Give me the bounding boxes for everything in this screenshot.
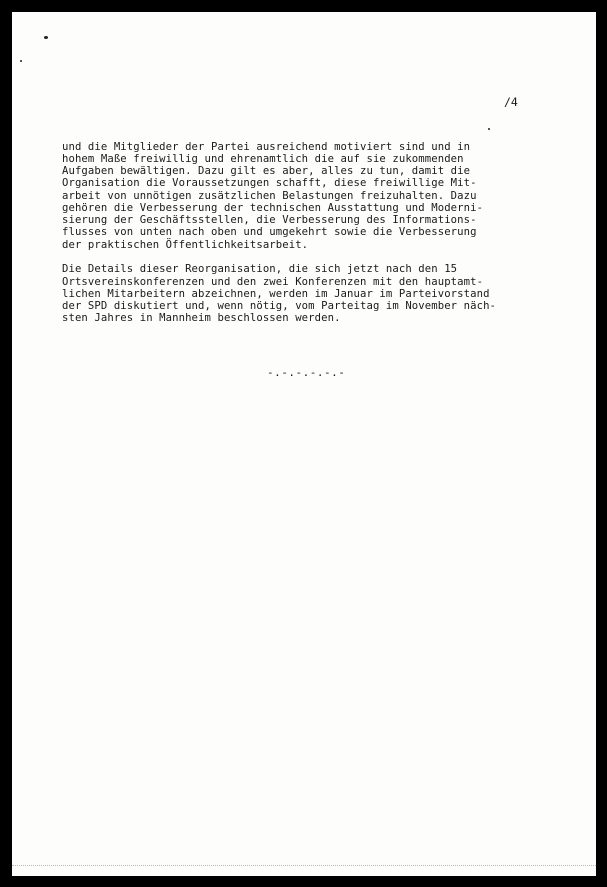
scan-edge — [12, 864, 596, 866]
text-line: gehören die Verbesserung der technischen Ausstattung und Moderni- — [62, 202, 484, 214]
text-line: arbeit von unnötigen zusätzlichen Belastungen freizuhalten. Dazu — [62, 190, 477, 202]
text-line: Ortsvereinskonferenzen und den zwei Konferenzen mit den hauptamt- — [62, 276, 484, 288]
text-line: lichen Mitarbeitern abzeichnen, werden im Januar im Parteivorstand — [62, 288, 490, 300]
section-divider: -.-.-.-.-.- — [267, 366, 346, 379]
text-line: sten Jahres in Mannheim beschlossen werden. — [62, 312, 341, 324]
scan-speck — [20, 60, 22, 62]
text-line: der SPD diskutiert und, wenn nötig, vom Parteitag im November näch- — [62, 300, 497, 312]
text-line: Organisation die Voraussetzungen schafft, diese freiwillige Mit- — [62, 177, 477, 189]
text-line: hohem Maße freiwillig und ehrenamtlich die auf sie zukommenden — [62, 153, 464, 165]
text-line: Aufgaben bewältigen. Dazu gilt es aber, alles zu tun, damit die — [62, 165, 471, 177]
text-line: der praktischen Öffentlichkeitsarbeit. — [62, 239, 309, 251]
text-line: sierung der Geschäftsstellen, die Verbesserung des Informations- — [62, 214, 477, 226]
text-line: flusses von unten nach oben und umgekehrt sowie die Verbesserung — [62, 226, 477, 238]
page-number: /4 — [504, 95, 518, 109]
text-line: und die Mitglieder der Partei ausreichend motiviert sind und in — [62, 141, 471, 153]
scan-speck — [44, 36, 48, 39]
text-line: Die Details dieser Reorganisation, die sich jetzt nach den 15 — [62, 263, 458, 275]
document-page — [12, 12, 596, 876]
scan-speck — [488, 128, 490, 130]
